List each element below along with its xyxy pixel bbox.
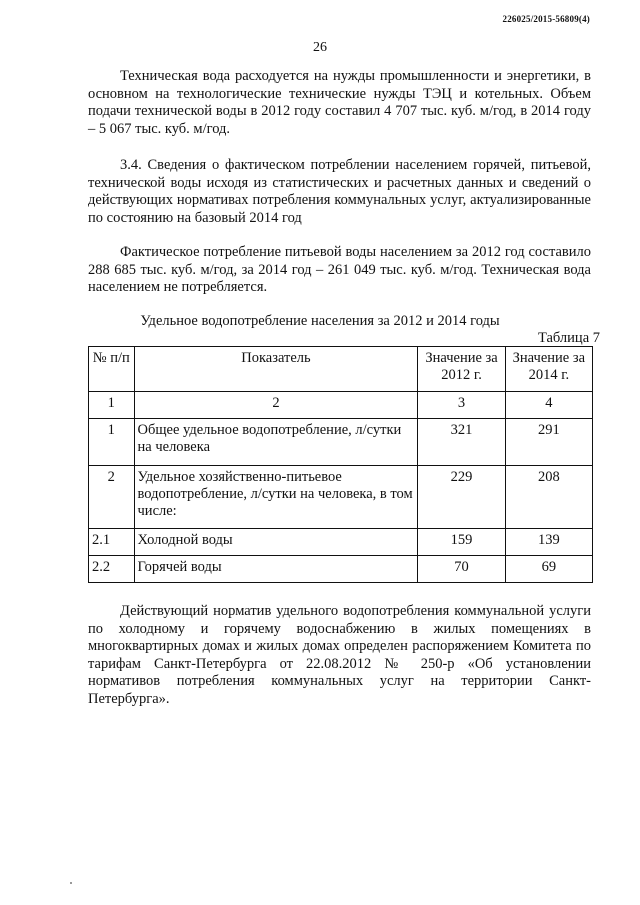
header-value-2012: Значение за 2012 г. bbox=[418, 347, 505, 392]
paragraph-technical-water bbox=[88, 68, 591, 138]
table-label: Таблица 7 bbox=[537, 330, 600, 346]
consumption-table bbox=[88, 346, 593, 583]
paragraph-actual-consumption-text: Фактическое потребление питьевой воды населением за 2012 год составило 288 685 тыс. куб. м/год, за 2014 год – 261 049 тыс. куб. м/год. Техническая вода населением не потребляется. bbox=[88, 244, 591, 295]
row-number: 2.1 bbox=[89, 529, 135, 556]
row-value-2012: 229 bbox=[418, 466, 505, 529]
page-number: 26 bbox=[313, 40, 327, 55]
section-3-4-text: 3.4. Сведения о фактическом потреблении населением горячей, питьевой, технической воды исходя из статистических и расчетных данных и сведений о действующих нормативах потребления коммунальных услуг, актуализированные по состоянию на базовый 2014 год bbox=[88, 157, 591, 226]
index-cell: 3 bbox=[418, 392, 505, 419]
row-number: 2.2 bbox=[89, 556, 135, 583]
paragraph-normative bbox=[88, 603, 591, 708]
row-number: 2 bbox=[89, 466, 135, 529]
table-index-row bbox=[89, 392, 593, 419]
header-value-2014: Значение за 2014 г. bbox=[505, 347, 592, 392]
row-value-2014: 291 bbox=[505, 419, 592, 466]
scan-speck bbox=[70, 882, 72, 884]
table-caption: Удельное водопотребление населения за 2012 и 2014 годы bbox=[140, 313, 500, 329]
row-value-2012: 159 bbox=[418, 529, 505, 556]
row-indicator: Холодной воды bbox=[134, 529, 418, 556]
header-indicator: Показатель bbox=[134, 347, 418, 392]
paragraph-actual-consumption bbox=[88, 244, 591, 297]
table-row bbox=[89, 556, 593, 583]
header-number: № п/п bbox=[89, 347, 135, 392]
row-value-2012: 321 bbox=[418, 419, 505, 466]
document-code: 226025/2015-56809(4) bbox=[502, 14, 590, 24]
index-cell: 4 bbox=[505, 392, 592, 419]
row-indicator: Удельное хозяйственно-питьевое водопотребление, л/сутки на человека, в том числе: bbox=[134, 466, 418, 529]
index-cell: 2 bbox=[134, 392, 418, 419]
row-value-2014: 208 bbox=[505, 466, 592, 529]
table-row bbox=[89, 419, 593, 466]
row-number: 1 bbox=[89, 419, 135, 466]
paragraph-technical-water-text: Техническая вода расходуется на нужды промышленности и энергетики, в основном на технологические технические нужды ТЭЦ и котельных. Объем подачи технической воды в 2012 году составил 4 707 тыс. куб. м/год, в 2014 году – 5 067 тыс. куб. м/год. bbox=[88, 68, 591, 137]
row-value-2014: 69 bbox=[505, 556, 592, 583]
paragraph-normative-text: Действующий норматив удельного водопотребления коммунальной услуги по холодному и горячему водоснабжению в жилых помещениях в многоквартирных домах и жилых домах определен распоряжением Комитета по тарифам Санкт-Петербурга от 22.08.2012 № 250-р «Об установлении нормативов потребления коммунальных услуг на территории Санкт-Петербурга». bbox=[88, 603, 591, 707]
table-row bbox=[89, 529, 593, 556]
row-indicator: Горячей воды bbox=[134, 556, 418, 583]
section-3-4-heading bbox=[88, 157, 591, 227]
index-cell: 1 bbox=[89, 392, 135, 419]
row-value-2014: 139 bbox=[505, 529, 592, 556]
row-indicator: Общее удельное водопотребление, л/сутки на человека bbox=[134, 419, 418, 466]
row-value-2012: 70 bbox=[418, 556, 505, 583]
table-header-row bbox=[89, 347, 593, 392]
table-row bbox=[89, 466, 593, 529]
